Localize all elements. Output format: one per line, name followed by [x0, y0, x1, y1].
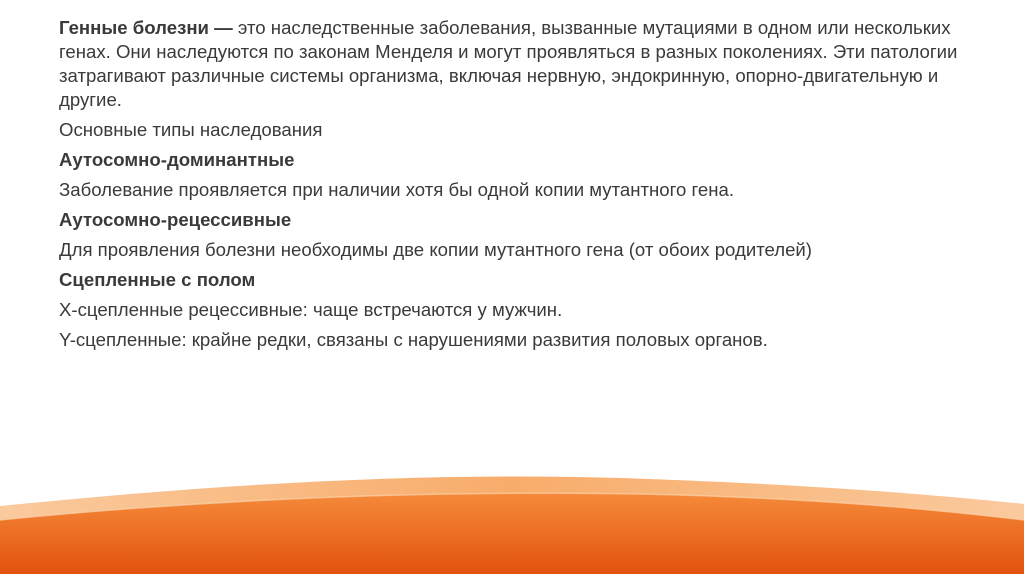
intro-text: это наследственные заболевания, вызванные мутациями в одном или нескольких генах. Они наследуются по законам Менделя и могут проявляться в разных поколениях. Эти патологии затрагивают различные системы организма, включая нервную, эндокринную, опорно-двигательную и другие. — [59, 17, 958, 110]
item-heading-autosomal-dominant: Аутосомно-доминантные — [59, 149, 295, 170]
item-text-x-linked: X-сцепленные рецессивные: чаще встречаются у мужчин. — [59, 299, 563, 320]
item-text-y-linked: Y-сцепленные: крайне редки, связаны с нарушениями развития половых органов. — [59, 329, 768, 350]
intro-term: Генные болезни — — [59, 17, 233, 38]
item-heading-sex-linked: Сцепленные с полом — [59, 269, 256, 290]
intro-paragraph — [59, 16, 979, 112]
footer-wave-decoration — [0, 464, 1024, 574]
section-title: Основные типы наследования — [59, 119, 323, 140]
item-text-autosomal-recessive: Для проявления болезни необходимы две копии мутантного гена (от обоих родителей) — [59, 239, 812, 260]
item-text-autosomal-dominant: Заболевание проявляется при наличии хотя бы одной копии мутантного гена. — [59, 179, 734, 200]
slide-content — [59, 16, 979, 358]
item-heading-autosomal-recessive: Аутосомно-рецессивные — [59, 209, 292, 230]
